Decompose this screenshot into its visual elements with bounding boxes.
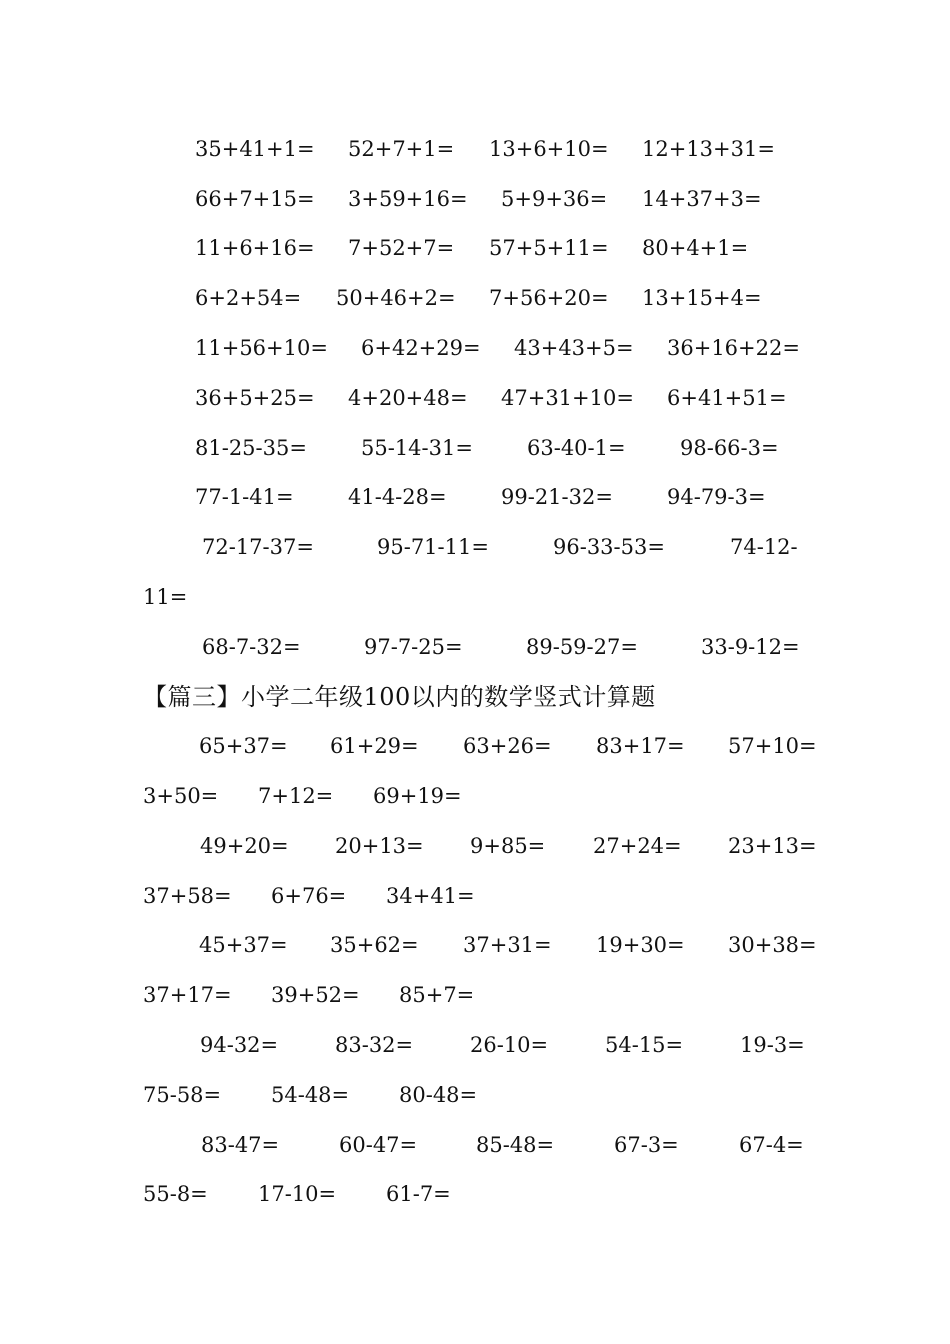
problem: 81-25-35= <box>195 436 307 460</box>
problem: 54-48= <box>271 1083 350 1107</box>
problem: 26-10= <box>470 1033 549 1057</box>
problem: 75-58= <box>143 1083 222 1107</box>
problem: 85-48= <box>476 1133 555 1157</box>
problem-row-18 <box>0 1030 950 1060</box>
problem: 36+16+22= <box>667 336 800 360</box>
problem: 83-47= <box>201 1133 280 1157</box>
problem: 72-17-37= <box>202 535 314 559</box>
problem: 3+59+16= <box>348 187 468 211</box>
problem: 60-47= <box>339 1133 418 1157</box>
problem: 45+37= <box>199 933 288 957</box>
problem: 7+56+20= <box>489 286 609 310</box>
problem: 23+13= <box>728 834 817 858</box>
problem: 7+12= <box>258 784 334 808</box>
problem: 35+41+1= <box>195 137 315 161</box>
problem: 52+7+1= <box>348 137 455 161</box>
problem-row-20 <box>0 1130 950 1160</box>
problem-row-6 <box>0 383 950 413</box>
problem: 37+17= <box>143 983 232 1007</box>
problem: 94-79-3= <box>667 485 766 509</box>
problem: 34+41= <box>386 884 475 908</box>
problem: 55-14-31= <box>361 436 473 460</box>
problem: 5+9+36= <box>501 187 608 211</box>
problem: 83+17= <box>596 734 685 758</box>
problem: 57+5+11= <box>489 236 609 260</box>
problem: 9+85= <box>470 834 546 858</box>
problem: 66+7+15= <box>195 187 315 211</box>
problem-row-8 <box>0 482 950 512</box>
problem: 63+26= <box>463 734 552 758</box>
problem: 19-3= <box>740 1033 805 1057</box>
problem-row-14 <box>0 831 950 861</box>
problem: 49+20= <box>200 834 289 858</box>
problem: 77-1-41= <box>195 485 294 509</box>
problem: 37+31= <box>463 933 552 957</box>
problem: 35+62= <box>330 933 419 957</box>
problem-row-5 <box>0 333 950 363</box>
problem-row-10 <box>0 582 950 612</box>
problem: 37+58= <box>143 884 232 908</box>
problem: 13+6+10= <box>489 137 609 161</box>
problem: 95-71-11= <box>377 535 489 559</box>
problem: 61+29= <box>330 734 419 758</box>
problem: 27+24= <box>593 834 682 858</box>
problem: 83-32= <box>335 1033 414 1057</box>
problem: 3+50= <box>143 784 219 808</box>
problem: 33-9-12= <box>701 635 800 659</box>
problem: 65+37= <box>199 734 288 758</box>
problem: 57+10= <box>728 734 817 758</box>
problem-row-2 <box>0 184 950 214</box>
problem: 4+20+48= <box>348 386 468 410</box>
problem-row-19 <box>0 1080 950 1110</box>
problem: 80+4+1= <box>642 236 749 260</box>
problem: 85+7= <box>399 983 475 1007</box>
problem: 30+38= <box>728 933 817 957</box>
problem: 55-8= <box>143 1182 208 1206</box>
problem: 6+76= <box>271 884 347 908</box>
section-heading: 【篇三】小学二年级100以内的数学竖式计算题 <box>143 683 656 711</box>
problem-row-3 <box>0 233 950 263</box>
problem: 98-66-3= <box>680 436 779 460</box>
problem-row-15 <box>0 881 950 911</box>
problem: 43+43+5= <box>514 336 634 360</box>
problem: 7+52+7= <box>348 236 455 260</box>
problem: 6+41+51= <box>667 386 787 410</box>
problem-row-12 <box>0 731 950 761</box>
problem: 47+31+10= <box>501 386 634 410</box>
problem: 99-21-32= <box>501 485 613 509</box>
problem: 6+42+29= <box>361 336 481 360</box>
problem: 69+19= <box>373 784 462 808</box>
problem: 6+2+54= <box>195 286 302 310</box>
problem: 89-59-27= <box>526 635 638 659</box>
problem: 17-10= <box>258 1182 337 1206</box>
problem: 41-4-28= <box>348 485 447 509</box>
problem: 67-3= <box>614 1133 679 1157</box>
problem: 11= <box>143 585 188 609</box>
problem: 74-12- <box>730 535 798 559</box>
problem: 11+56+10= <box>195 336 328 360</box>
problem-row-16 <box>0 930 950 960</box>
problem: 11+6+16= <box>195 236 315 260</box>
problem: 36+5+25= <box>195 386 315 410</box>
problem: 14+37+3= <box>642 187 762 211</box>
problem: 67-4= <box>739 1133 804 1157</box>
problem: 20+13= <box>335 834 424 858</box>
problem-row-9 <box>0 532 950 562</box>
problem: 94-32= <box>200 1033 279 1057</box>
problem: 54-15= <box>605 1033 684 1057</box>
problem: 63-40-1= <box>527 436 626 460</box>
problem: 39+52= <box>271 983 360 1007</box>
problem-row-21 <box>0 1179 950 1209</box>
problem: 12+13+31= <box>642 137 775 161</box>
problem: 61-7= <box>386 1182 451 1206</box>
problem: 19+30= <box>596 933 685 957</box>
problem-row-17 <box>0 980 950 1010</box>
problem-row-13 <box>0 781 950 811</box>
problem: 96-33-53= <box>553 535 665 559</box>
problem: 97-7-25= <box>364 635 463 659</box>
problem: 50+46+2= <box>336 286 456 310</box>
problem: 68-7-32= <box>202 635 301 659</box>
problem-row-7 <box>0 433 950 463</box>
problem: 13+15+4= <box>642 286 762 310</box>
problem: 80-48= <box>399 1083 478 1107</box>
problem-row-1 <box>0 134 950 164</box>
problem-row-11 <box>0 632 950 662</box>
problem-row-4 <box>0 283 950 313</box>
